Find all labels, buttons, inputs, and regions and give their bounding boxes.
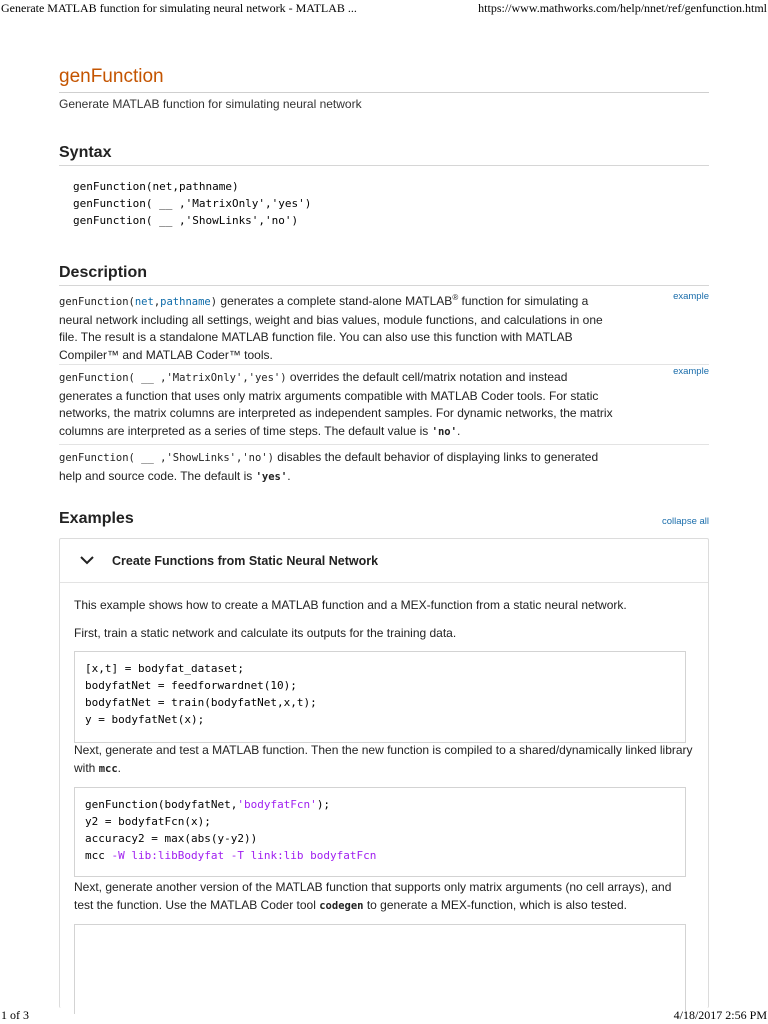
page-title: genFunction xyxy=(59,66,164,87)
collapse-all-link[interactable]: collapse all xyxy=(662,516,709,527)
para-text: Next, generate another version of the MATLAB function that supports only matrix arguments (no cell arrays), and test the function. Use the MATLAB Coder tool xyxy=(74,880,672,912)
code-line: y2 = bodyfatFcn(x); xyxy=(85,815,211,828)
code-text: ); xyxy=(316,798,331,811)
code-block xyxy=(74,924,686,1014)
description-heading: Description xyxy=(59,264,148,281)
para-text: to generate a MEX-function, which is also tested. xyxy=(363,897,627,912)
inline-code: mcc xyxy=(98,762,118,775)
inline-code: codegen xyxy=(319,899,364,912)
description-item xyxy=(59,289,624,364)
para-text: . xyxy=(117,760,121,775)
code-line: bodyfatNet = feedforwardnet(10); xyxy=(85,679,297,692)
desc-fn: genFunction( xyxy=(59,296,135,308)
desc-end: . xyxy=(456,423,461,438)
code-line xyxy=(85,796,675,813)
description-item xyxy=(59,449,624,486)
print-header xyxy=(0,0,768,18)
description-divider xyxy=(59,364,709,365)
examples-heading: Examples xyxy=(59,510,134,527)
registered-mark: ® xyxy=(452,293,459,302)
syntax-line: genFunction( __ ,'ShowLinks','no') xyxy=(73,214,299,227)
code-line: [x,t] = bodyfat_dataset; xyxy=(85,662,244,675)
example-paragraph: This example shows how to create a MATLAB function and a MEX-function from a static neural network. xyxy=(74,598,627,612)
example-paragraph: First, train a static network and calculate its outputs for the training data. xyxy=(74,626,457,640)
desc-sep: , xyxy=(153,296,161,308)
print-datetime: 4/18/2017 2:56 PM xyxy=(673,1008,767,1022)
print-footer xyxy=(0,1008,768,1024)
description-divider xyxy=(59,285,709,286)
print-header-url[interactable]: https://www.mathworks.com/help/nnet/ref/genfunction.html xyxy=(478,1,767,15)
example-link[interactable]: example xyxy=(673,366,709,377)
para-text: Next, generate and test a MATLAB function. Then the new function is compiled to a shared/dynamically linked library with xyxy=(74,743,693,775)
desc-value: 'no' xyxy=(431,425,457,438)
desc-text: overrides the default cell/matrix notation and instead generates a function that uses only matrix arguments compatible with MATLAB Coder tools. For static networks, the matrix columns are interpreted as independent samples. For dynamic networks, the matrix columns are interpreted as a series of time steps. The default value is xyxy=(59,370,613,438)
desc-end: . xyxy=(287,468,291,483)
desc-text: generates a complete stand-alone MATLAB xyxy=(217,294,453,308)
example-paragraph xyxy=(74,879,694,915)
print-header-title: Generate MATLAB function for simulating neural network - MATLAB ... xyxy=(1,1,357,15)
example-paragraph xyxy=(74,742,694,778)
chevron-down-icon[interactable] xyxy=(80,554,94,566)
code-line xyxy=(85,847,675,864)
desc-text: function for simulating a neural network including all settings, weight and bias values, module functions, and calculations in one file. The result is a standalone MATLAB function file. You can also use this function with MATLAB Compiler™ and MATLAB Coder™ tools. xyxy=(59,294,603,362)
desc-text: disables the default behavior of displaying links to generated help and source code. The default is xyxy=(59,450,599,483)
title-divider xyxy=(59,92,709,93)
description-divider xyxy=(59,444,709,445)
code-line: accuracy2 = max(abs(y-y2)) xyxy=(85,832,258,845)
code-text: genFunction(bodyfatNet, xyxy=(85,798,238,811)
arg-link-pathname[interactable]: pathname xyxy=(160,296,211,308)
code-line: bodyfatNet = train(bodyfatNet,x,t); xyxy=(85,696,317,709)
code-block xyxy=(74,651,686,743)
code-string: 'bodyfatFcn' xyxy=(237,798,317,811)
desc-code: genFunction( __ ,'ShowLinks','no') xyxy=(59,452,274,464)
arg-link-net[interactable]: net xyxy=(134,296,154,308)
desc-code: genFunction( __ ,'MatrixOnly','yes') xyxy=(59,372,287,384)
page-number: 1 of 3 xyxy=(1,1008,29,1022)
example-panel xyxy=(59,538,709,1008)
syntax-line: genFunction( __ ,'MatrixOnly','yes') xyxy=(73,197,312,210)
description-item xyxy=(59,369,624,441)
example-link[interactable]: example xyxy=(673,291,709,302)
desc-value: 'yes' xyxy=(255,470,288,483)
code-line: y = bodyfatNet(x); xyxy=(85,713,205,726)
syntax-line: genFunction(net,pathname) xyxy=(73,180,239,193)
code-command-args: -W lib:libBodyfat -T link:lib bodyfatFcn xyxy=(111,849,377,862)
example-title: Create Functions from Static Neural Network xyxy=(112,554,379,568)
page-purpose: Generate MATLAB function for simulating neural network xyxy=(59,97,362,111)
example-header[interactable] xyxy=(60,539,708,583)
code-text: mcc xyxy=(85,849,112,862)
syntax-heading: Syntax xyxy=(59,144,112,161)
desc-close: ) xyxy=(210,296,218,308)
code-block xyxy=(74,787,686,877)
syntax-divider xyxy=(59,165,709,166)
